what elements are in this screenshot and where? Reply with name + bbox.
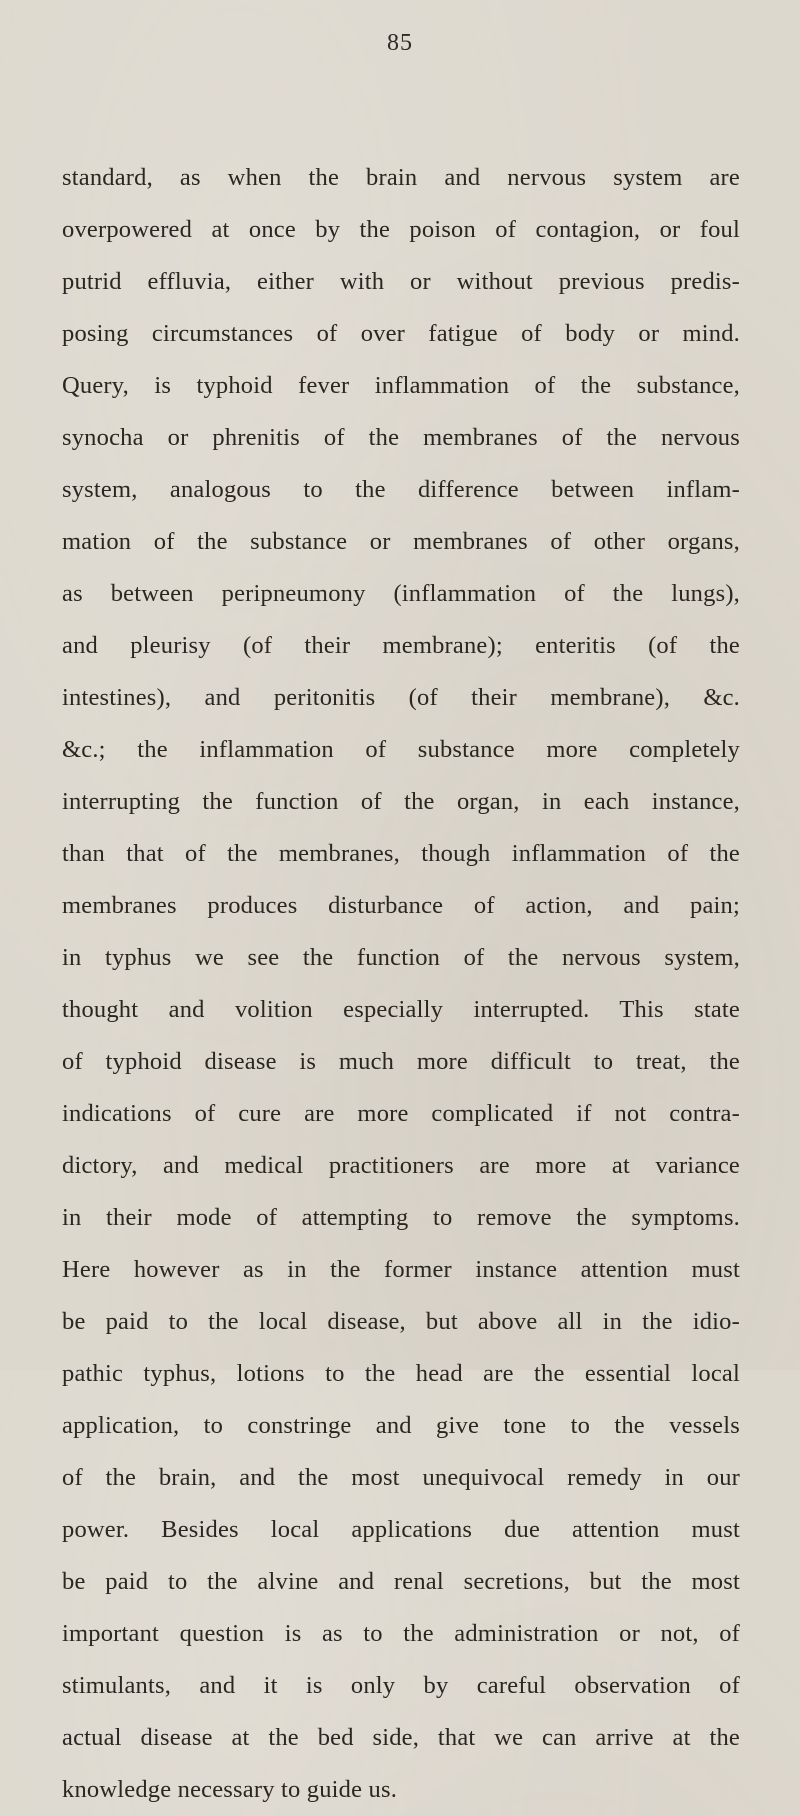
text-line: synocha or phrenitis of the membranes of the nervous [62, 424, 740, 451]
text-line: of typhoid disease is much more difficult to treat, the [62, 1048, 740, 1075]
text-line: in typhus we see the function of the nervous system, [62, 944, 740, 971]
text-line: dictory, and medical practitioners are more at variance [62, 1152, 740, 1179]
text-line: stimulants, and it is only by careful observation of [62, 1672, 740, 1699]
text-line: overpowered at once by the poison of contagion, or foul [62, 216, 740, 243]
page-number: 85 [387, 30, 413, 56]
text-line: intestines), and peritonitis (of their membrane), &c. [62, 684, 740, 711]
text-line: standard, as when the brain and nervous system are [62, 164, 740, 191]
text-line: Here however as in the former instance attention must [62, 1256, 740, 1283]
text-line: power. Besides local applications due attention must [62, 1516, 740, 1543]
text-line: Query, is typhoid fever inflammation of the substance, [62, 372, 740, 399]
text-line: than that of the membranes, though inflammation of the [62, 840, 740, 867]
text-line: membranes produces disturbance of action, and pain; [62, 892, 740, 919]
text-line: application, to constringe and give tone to the vessels [62, 1412, 740, 1439]
text-line: knowledge necessary to guide us. [62, 1776, 398, 1803]
text-line: system, analogous to the difference between inflam- [62, 476, 740, 503]
text-line: of the brain, and the most unequivocal remedy in our [62, 1464, 740, 1491]
text-line: posing circumstances of over fatigue of body or mind. [62, 320, 740, 347]
body-text [62, 152, 740, 1816]
text-line: indications of cure are more complicated if not contra- [62, 1100, 740, 1127]
text-line: and pleurisy (of their membrane); enteritis (of the [62, 632, 740, 659]
text-line: interrupting the function of the organ, in each instance, [62, 788, 740, 815]
text-line: pathic typhus, lotions to the head are the essential local [62, 1360, 740, 1387]
text-line: mation of the substance or membranes of other organs, [62, 528, 740, 555]
text-line: &c.; the inflammation of substance more completely [62, 736, 740, 763]
text-line: actual disease at the bed side, that we can arrive at the [62, 1724, 740, 1751]
text-line: be paid to the alvine and renal secretions, but the most [62, 1568, 740, 1595]
text-line: putrid effluvia, either with or without previous predis- [62, 268, 740, 295]
text-line: thought and volition especially interrupted. This state [62, 996, 740, 1023]
text-line: in their mode of attempting to remove the symptoms. [62, 1204, 740, 1231]
text-line: be paid to the local disease, but above all in the idio- [62, 1308, 740, 1335]
text-line: as between peripneumony (inflammation of the lungs), [62, 580, 740, 607]
text-line: important question is as to the administration or not, of [62, 1620, 740, 1647]
